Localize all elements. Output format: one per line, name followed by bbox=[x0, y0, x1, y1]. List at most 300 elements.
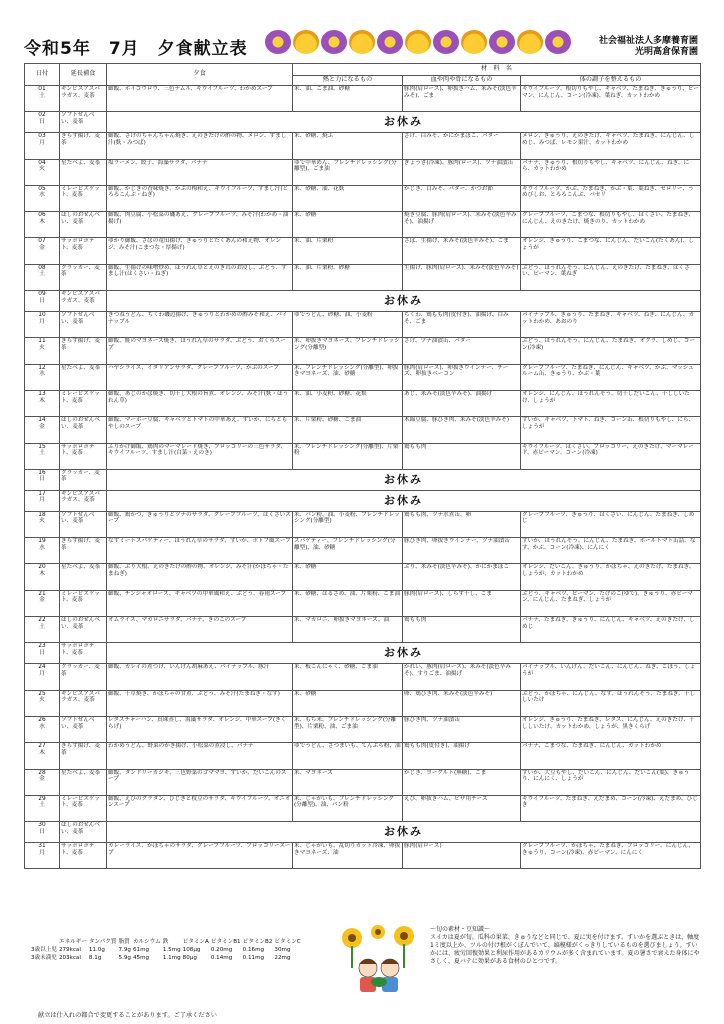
row-energy: 米、油、片栗粉 bbox=[293, 238, 403, 264]
row-body: ぶり、米みそ(淡色辛みそ)、かにかまぼこ bbox=[403, 564, 521, 590]
row-condition: キウイフルーツ、かぶ、たまねぎ、かぶ・葉、葉ねぎ、セロリー、うめびしお、とろろこんぶ、パセリ bbox=[521, 185, 701, 211]
weekday: 火 bbox=[39, 697, 45, 704]
nutrition-header-cell: ビタミンC bbox=[274, 939, 301, 945]
row-date bbox=[25, 538, 60, 564]
nutrition-value: 5.9g bbox=[118, 955, 131, 961]
row-date bbox=[25, 843, 60, 869]
nutrition-value: 7.9g bbox=[118, 947, 131, 953]
day-number: 18 bbox=[38, 511, 46, 518]
menu-rows bbox=[25, 86, 701, 869]
row-condition: ぶどう、かぼちゃ、にんじん、なす、ほうれんそう、たまねぎ、干ししいたけ bbox=[521, 690, 701, 716]
table-row bbox=[25, 312, 701, 338]
row-snack: きらず揚げ、麦茶 bbox=[60, 743, 107, 769]
row-condition: オレンジ、きゅうり、たまねぎ、レタス、にんじん、えのきたけ、干ししいたけ、カットわかめ、しょうが、黒きくらげ bbox=[521, 716, 701, 742]
seasonal-note-text: スイカは夏が旬。瓜科の果菜、きゅうなどと同じで、夏に実を付けます。すいかを選ぶときは、軸度1ミ度以上か、ツルの付け根がくぼんでいて、縞模様がくっきりしているものを選びましょう。すいかには、疲労回復効果と利尿作用があるカリウムが多く含まれています。夏の暑さで衰えた身体にやさしく、夏バテに効果がある食材のひとつです。 bbox=[430, 934, 700, 965]
holiday-label: お休み bbox=[107, 112, 701, 133]
row-snack: ミレービスケット、麦茶 bbox=[60, 390, 107, 416]
weekday: 火 bbox=[39, 344, 45, 351]
nutrition-value: 22mg bbox=[274, 955, 291, 961]
row-energy: 米、砂糖、はるさめ、油、片栗粉、ごま油 bbox=[293, 590, 403, 616]
row-date bbox=[25, 690, 60, 716]
row-snack: ソフトせんべい、麦茶 bbox=[60, 716, 107, 742]
row-menu: ふりかけ御飯、鶏肉のマーマレード焼き、ブロッコリーの三色サラダ、キウイフルーツ、すまし汁(白菜・えのき) bbox=[107, 443, 293, 469]
row-condition: メロン、きゅうり、えのきたけ、キャベツ、たまねぎ、にんじん、しめじ、みつば、レモン果汁、カットわかめ bbox=[521, 133, 701, 159]
row-snack: きらず揚げ、麦茶 bbox=[60, 338, 107, 364]
row-snack: ギンビスアスパラガス、麦茶 bbox=[60, 86, 107, 112]
row-date bbox=[25, 590, 60, 616]
nutrition-value: 108μg bbox=[182, 947, 201, 953]
row-snack: 星たべよ、麦茶 bbox=[60, 769, 107, 795]
row-energy: 米、フレンチドレッシング(分離型)、卵抜きマヨネーズ、油、砂糖 bbox=[293, 364, 403, 390]
table-row bbox=[25, 86, 701, 112]
day-number: 19 bbox=[38, 538, 46, 545]
flower-icon bbox=[321, 30, 347, 54]
row-condition: グレープフルーツ、たまねぎ、にんじん、キャベツ、かぶ、マッシュルーム缶、きゅうり、かぶ・葉 bbox=[521, 364, 701, 390]
row-body: さけ、ツナ油漬缶、バター bbox=[403, 338, 521, 364]
children-sunflower-illustration bbox=[338, 924, 420, 994]
nutrition-value: 45mg bbox=[132, 955, 150, 961]
row-condition: ぶどう、ほうれんそう、にんじん、えのきたけ、たまねぎ、はくさい、ピーマン、葉ねぎ bbox=[521, 264, 701, 290]
table-row bbox=[25, 338, 701, 364]
col-energy: 熱と力になるもの bbox=[293, 76, 403, 86]
day-number: 11 bbox=[38, 338, 46, 345]
row-energy: 米、マカロニ、卵抜きマヨネーズ、油 bbox=[293, 617, 403, 643]
row-snack: 星たべよ、麦茶 bbox=[60, 364, 107, 390]
row-energy: 米、マヨネーズ bbox=[293, 769, 403, 795]
weekday: 土 bbox=[39, 802, 45, 809]
col-body: 血や肉や骨になるもの bbox=[403, 76, 521, 86]
row-snack: ギンビスアスパラガス、麦茶 bbox=[60, 291, 107, 312]
row-condition: すいか、ほうれんそう、にんじん、たまねぎ、ホールトマト缶詰、なす、かぶ、コーン(冷凍)、にんにく bbox=[521, 538, 701, 564]
day-number: 26 bbox=[38, 716, 46, 723]
row-snack: クラッカー、麦茶 bbox=[60, 664, 107, 690]
table-row bbox=[25, 364, 701, 390]
row-energy: 米、卵抜きマヨネーズ、フレンチドレッシング(分離型) bbox=[293, 338, 403, 364]
holiday-label: お休み bbox=[107, 643, 701, 664]
row-condition: グレープフルーツ、こまつな、根切りもやし、はくさい、たまねぎ、にんじん、えのきたけ、焼きのり、カットわかめ bbox=[521, 212, 701, 238]
row-snack: サッポロポテト、麦茶 bbox=[60, 443, 107, 469]
row-body: 豚肉(肩ロース)、卵抜きウインナー、チーズ、卵抜きベーコン bbox=[403, 364, 521, 390]
row-energy: 米、片栗粉、砂糖、ごま油 bbox=[293, 417, 403, 443]
row-condition: すいか、キャベツ、トマト、ねぎ、コーン缶、根切りもやし、にら、しょうが bbox=[521, 417, 701, 443]
weekday: 木 bbox=[39, 218, 45, 225]
row-menu: わかめうどん、野菜のかき揚げ、小松菜の煮浸し、バナナ bbox=[107, 743, 293, 769]
row-snack: ミレービスケット、麦茶 bbox=[60, 590, 107, 616]
weekday: 月 bbox=[39, 497, 45, 504]
row-menu: 御飯、千草焼き、かぼちゃの甘煮、ぶどう、みそ汁(たまねぎ・なす) bbox=[107, 690, 293, 716]
row-energy: スパゲティー、フレンチドレッシング(分離型)、油、砂糖 bbox=[293, 538, 403, 564]
row-energy: 米、砂糖 bbox=[293, 212, 403, 238]
row-body: 鶏もも肉(皮付き)、油揚げ bbox=[403, 743, 521, 769]
day-number: 22 bbox=[38, 617, 46, 624]
weekday: 水 bbox=[39, 544, 45, 551]
table-row bbox=[25, 490, 701, 511]
row-menu: 御飯、タンドリーカジキ、三色野菜のゴママヨ、すいか、だいこんのスープ bbox=[107, 769, 293, 795]
flower-icon bbox=[377, 30, 403, 54]
day-number: 27 bbox=[38, 743, 46, 750]
table-row bbox=[25, 538, 701, 564]
col-ingredients: 材 料 名 bbox=[293, 64, 701, 76]
row-energy: ゆで中華めん、フレンチドレッシング(分離型)、ごま油 bbox=[293, 159, 403, 185]
table-row bbox=[25, 617, 701, 643]
row-condition: オレンジ、だいこん、きゅうり、かぼちゃ、えのきたけ、たまねぎ、しょうが、カットわかめ bbox=[521, 564, 701, 590]
row-condition: ぶどう、キャベツ、ピーマン、たけのこ(ゆで)、きゅうり、赤ピーマン、にんじん、たまねぎ、しょうが bbox=[521, 590, 701, 616]
day-number: 28 bbox=[38, 769, 46, 776]
row-body: 焼き豆腐、豚肉(肩ロース)、米みそ(淡色辛みそ)、油揚げ bbox=[403, 212, 521, 238]
row-body: 鶏もも肉 bbox=[403, 617, 521, 643]
nutrition-header-cell: カルシウム bbox=[132, 939, 161, 945]
chick-icon bbox=[461, 30, 487, 54]
table-row bbox=[25, 822, 701, 843]
day-number: 10 bbox=[38, 312, 46, 319]
day-number: 09 bbox=[38, 291, 46, 298]
day-number: 05 bbox=[38, 185, 46, 192]
row-body: 生揚げ、豚肉(肩ロース)、米みそ(淡色辛みそ) bbox=[403, 264, 521, 290]
weekday: 木 bbox=[39, 571, 45, 578]
row-date bbox=[25, 795, 60, 821]
row-body: 豚肉(肩ロース) bbox=[403, 843, 521, 869]
row-date bbox=[25, 564, 60, 590]
day-number: 14 bbox=[38, 417, 46, 424]
row-energy: 米、もち米、フレンチドレッシング(分離型)、片栗粉、油、ごま油 bbox=[293, 716, 403, 742]
holiday-label: お休み bbox=[107, 469, 701, 490]
weekday: 土 bbox=[39, 92, 45, 99]
row-energy: ゆでうどん、砂糖、油、小麦粉 bbox=[293, 312, 403, 338]
weekday: 木 bbox=[39, 397, 45, 404]
row-menu: 御飯、生揚げの味噌炒め、ほうれん草とえのき茸のお浸し、ぶどう、すまし汁(はくさい・ねぎ) bbox=[107, 264, 293, 290]
table-row bbox=[25, 159, 701, 185]
row-menu: 御飯、ホイコウロウ、三色ナムル、キウイフルーツ、わかめスープ bbox=[107, 86, 293, 112]
row-condition: バナナ、こまつな、たまねぎ、にんじん、カットわかめ bbox=[521, 743, 701, 769]
row-snack: ほしのおせんべい、麦茶 bbox=[60, 617, 107, 643]
row-menu: 御飯、さけのちゃんちゃん焼き、えのきたけの酢の物、メロン、すまし汁(麩・みつば) bbox=[107, 133, 293, 159]
weekday: 水 bbox=[39, 723, 45, 730]
row-body: 豚ひき肉、ツナ油漬缶 bbox=[403, 716, 521, 742]
table-row bbox=[25, 769, 701, 795]
nutrition-header-cell: 脂質 bbox=[118, 939, 130, 945]
page-header bbox=[0, 0, 724, 64]
table-row bbox=[25, 590, 701, 616]
table-row bbox=[25, 185, 701, 211]
holiday-label: お休み bbox=[107, 291, 701, 312]
row-snack: ほしのおせんべい、麦茶 bbox=[60, 417, 107, 443]
row-date bbox=[25, 417, 60, 443]
weekday: 水 bbox=[39, 371, 45, 378]
row-date bbox=[25, 716, 60, 742]
row-date bbox=[25, 238, 60, 264]
nutrition-value: 203kcal bbox=[58, 955, 81, 961]
holiday-label: お休み bbox=[107, 490, 701, 511]
nutrition-header-cell: ビタミンB1 bbox=[210, 939, 241, 945]
row-body: 豚ひき肉、卵抜きウインナー、ツナ油漬缶 bbox=[403, 538, 521, 564]
table-row bbox=[25, 843, 701, 869]
weekday: 月 bbox=[39, 318, 45, 325]
day-number: 06 bbox=[38, 212, 46, 219]
row-date bbox=[25, 390, 60, 416]
table-row bbox=[25, 664, 701, 690]
nutrition-value: 0.16mg bbox=[242, 947, 265, 953]
row-menu: ゆかり御飯、さばの竜田揚げ、きゅうりとたくあんの和え物、オレンジ、みそ汁(こまつな・厚揚げ) bbox=[107, 238, 293, 264]
nutrition-value: 0.20mg bbox=[210, 947, 233, 953]
table-row bbox=[25, 112, 701, 133]
row-date bbox=[25, 769, 60, 795]
weekday: 金 bbox=[39, 245, 45, 252]
day-number: 02 bbox=[38, 112, 46, 119]
row-menu: オムライス、マカロニサラダ、バナナ、きのこのスープ bbox=[107, 617, 293, 643]
row-date bbox=[25, 490, 60, 511]
row-snack: サッポロポテト、麦茶 bbox=[60, 843, 107, 869]
col-condition: 体の調子を整えるもの bbox=[521, 76, 701, 86]
row-menu: 御飯、肉豆腐、小松菜の磯あえ、グレープフルーツ、みそ汁(わかめ・油揚げ) bbox=[107, 212, 293, 238]
table-row bbox=[25, 469, 701, 490]
row-snack: サッポロポテト、麦茶 bbox=[60, 238, 107, 264]
row-condition: バナナ、たまねぎ、きゅうり、にんじん、キャベツ、えのきたけ、しめじ bbox=[521, 617, 701, 643]
row-menu: 御飯、ぶり大根、えのきたけの酢の物、オレンジ、みそ汁(かぼちゃ・たまねぎ) bbox=[107, 564, 293, 590]
row-condition: キウイフルーツ、はくさい、ブロッコリー、えのきたけ、マーマレード、赤ピーマン、コーン(冷凍) bbox=[521, 443, 701, 469]
row-snack: きらず揚げ、麦茶 bbox=[60, 133, 107, 159]
weekday: 金 bbox=[39, 423, 45, 430]
row-energy: 米、砂糖、油、花麩 bbox=[293, 185, 403, 211]
row-date bbox=[25, 133, 60, 159]
row-energy: 米、油、ごま油、砂糖 bbox=[293, 86, 403, 112]
flower-icon bbox=[545, 30, 571, 54]
table-row bbox=[25, 690, 701, 716]
decoration-illustrations bbox=[265, 30, 575, 56]
row-snack: クラッカー、麦茶 bbox=[60, 469, 107, 490]
footer-note: 献立は仕入れの都合で変更することがあります。ご了承ください bbox=[38, 1012, 217, 1019]
nutrition-row bbox=[30, 946, 302, 954]
weekday: 月 bbox=[39, 670, 45, 677]
weekday: 土 bbox=[39, 271, 45, 278]
col-snack: 延長補食 bbox=[60, 64, 107, 86]
day-number: 29 bbox=[38, 795, 46, 802]
table-row bbox=[25, 133, 701, 159]
row-date bbox=[25, 159, 60, 185]
chick-icon bbox=[349, 30, 375, 54]
day-number: 13 bbox=[38, 390, 46, 397]
row-snack: 星たべよ、麦茶 bbox=[60, 564, 107, 590]
day-number: 16 bbox=[38, 469, 46, 476]
row-condition: キウイフルーツ、根切りもやし、キャベツ、たまねぎ、きゅうり、ピーマン、にんじん、コーン(冷凍)、葉ねぎ、カットわかめ bbox=[521, 86, 701, 112]
weekday: 火 bbox=[39, 518, 45, 525]
day-number: 03 bbox=[38, 133, 46, 140]
row-date bbox=[25, 743, 60, 769]
row-energy: 米、砂糖、焼ふ bbox=[293, 133, 403, 159]
weekday: 日 bbox=[39, 118, 45, 125]
row-condition: グレープフルーツ、かぼちゃ、たまねぎ、ブロッコリー、にんじん、きゅうり、コーン(冷凍)、赤ピーマン、にんにく bbox=[521, 843, 701, 869]
nutrition-header-cell: エネルギー bbox=[58, 939, 87, 945]
menu-table bbox=[24, 63, 701, 869]
day-number: 20 bbox=[38, 564, 46, 571]
row-body: あじ、米みそ(淡色辛みそ)、油揚げ bbox=[403, 390, 521, 416]
weekday: 日 bbox=[39, 297, 45, 304]
weekday: 日 bbox=[39, 476, 45, 483]
chick-icon bbox=[293, 30, 319, 54]
row-date bbox=[25, 643, 60, 664]
row-date bbox=[25, 338, 60, 364]
day-number: 01 bbox=[38, 86, 46, 92]
day-number: 30 bbox=[38, 822, 46, 829]
day-number: 15 bbox=[38, 443, 46, 450]
row-menu: 御飯、チンジャオロース、キャベツの中華風和え、ぶどう、春雨スープ bbox=[107, 590, 293, 616]
row-body: かじき、白みそ、バター、かつお節 bbox=[403, 185, 521, 211]
col-menu: 夕食 bbox=[107, 64, 293, 86]
nutrition-row-label: 3歳以上児 bbox=[31, 947, 57, 953]
row-energy: 米、油、片栗粉、砂糖 bbox=[293, 264, 403, 290]
weekday: 月 bbox=[39, 139, 45, 146]
row-menu: ハヤシライス、イタリアンサラダ、グレープフルーツ、かぶのスープ bbox=[107, 364, 293, 390]
seasonal-note bbox=[430, 926, 700, 966]
nutrition-header-cell: ビタミンA bbox=[182, 939, 209, 945]
row-body: かじき、ヨーグルト(無糖)、ごま bbox=[403, 769, 521, 795]
row-energy: 米、砂糖 bbox=[293, 564, 403, 590]
row-menu: 御飯、かじきの香味焼き、かぶの梅和え、キウイフルーツ、すまし汁(とろろこんぶ・ねぎ) bbox=[107, 185, 293, 211]
row-condition: パイナップル、いんげん、だいこん、にんじん、ねぎ、ごぼう、しょうが bbox=[521, 664, 701, 690]
day-number: 24 bbox=[38, 664, 46, 671]
weekday: 水 bbox=[39, 192, 45, 199]
table-row bbox=[25, 443, 701, 469]
row-snack: ソフトせんべい、麦茶 bbox=[60, 112, 107, 133]
day-number: 31 bbox=[38, 843, 46, 850]
nutrition-table bbox=[30, 938, 302, 962]
row-menu: レタスチャーハン、真珠蒸し、海藻サラダ、オレンジ、中華スープ(きくらげ) bbox=[107, 716, 293, 742]
row-menu: 御飯、えびのグラタン、ひじきと枝豆のサラダ、キウイフルーツ、オニオンスープ bbox=[107, 795, 293, 821]
table-row bbox=[25, 417, 701, 443]
row-date bbox=[25, 617, 60, 643]
row-snack: きらず揚げ、麦茶 bbox=[60, 538, 107, 564]
row-snack: ギンビスアスパラガス、麦茶 bbox=[60, 690, 107, 716]
col-day: 日付 bbox=[25, 64, 60, 86]
row-date bbox=[25, 364, 60, 390]
row-menu: 御飯、マーボー豆腐、キャベツとトマトの中華あえ、すいか、にらともやしのスープ bbox=[107, 417, 293, 443]
row-date bbox=[25, 185, 60, 211]
row-snack: ソフトせんべい、麦茶 bbox=[60, 511, 107, 537]
table-row bbox=[25, 743, 701, 769]
row-date bbox=[25, 112, 60, 133]
row-menu: 御飯、カレイの煮つけ、いんげん胡麻あえ、パイナップル、豚汁 bbox=[107, 664, 293, 690]
row-condition: バナナ、きゅうり、根切りもやし、キャベツ、にんじん、ねぎ、にら、カットわかめ bbox=[521, 159, 701, 185]
row-body: 卵、鶏ひき肉、米みそ(淡色辛みそ) bbox=[403, 690, 521, 716]
row-date bbox=[25, 664, 60, 690]
row-energy: ゆでうどん、さつまいも、てんぷら粉、油 bbox=[293, 743, 403, 769]
row-date bbox=[25, 443, 60, 469]
nutrition-header-cell: タンパク質 bbox=[88, 939, 117, 945]
page-title: 令和5年 7月 夕食献立表 bbox=[24, 39, 248, 59]
row-snack: 星たべよ、麦茶 bbox=[60, 159, 107, 185]
nutrition-row bbox=[30, 954, 302, 962]
table-row bbox=[25, 291, 701, 312]
row-snack: クラッカー、麦茶 bbox=[60, 264, 107, 290]
row-condition: キウイフルーツ、たまねぎ、えだまめ、コーン(冷凍)、えだまめ、ひじき bbox=[521, 795, 701, 821]
row-energy: 米、板こんにゃく、砂糖、ごま油 bbox=[293, 664, 403, 690]
row-body: かれい、豚肉(肩ロース)、米みそ(淡色辛みそ)、すりごま、油揚げ bbox=[403, 664, 521, 690]
row-body: 鶏もも肉、ツナ水煮缶、卵 bbox=[403, 511, 521, 537]
row-condition: オレンジ、にんじん、ほうれんそう、切干しだいこん、干ししいたけ、しょうが bbox=[521, 390, 701, 416]
weekday: 土 bbox=[39, 623, 45, 630]
flower-icon bbox=[433, 30, 459, 54]
row-snack: ソフトせんべい、麦茶 bbox=[60, 312, 107, 338]
row-date bbox=[25, 86, 60, 112]
row-date bbox=[25, 312, 60, 338]
table-row bbox=[25, 643, 701, 664]
row-condition: グレープフルーツ、きゅうり、はくさい、にんじん、たまねぎ、しめじ bbox=[521, 511, 701, 537]
nutrition-value: 11.0g bbox=[88, 947, 105, 953]
row-body: さば、生揚げ、米みそ(淡色辛みそ)、ごま bbox=[403, 238, 521, 264]
row-date bbox=[25, 264, 60, 290]
table-row bbox=[25, 564, 701, 590]
row-date bbox=[25, 511, 60, 537]
row-snack: ミレービスケット、麦茶 bbox=[60, 185, 107, 211]
row-menu: きつねうどん、ちくわ磯辺揚げ、きゅうりとわかめの酢みそ和え、パイナップル bbox=[107, 312, 293, 338]
row-body: さけ、白みそ、かにかまぼこ、バター bbox=[403, 133, 521, 159]
nutrition-value: 0.11mg bbox=[242, 955, 265, 961]
chick-icon bbox=[517, 30, 543, 54]
nutrition-value: 61mg bbox=[132, 947, 150, 953]
day-number: 08 bbox=[38, 264, 46, 271]
row-menu: 御飯、あじのかば焼き、切干し大根の旨煮、オレンジ、みそ汁(麩・ほうれん草) bbox=[107, 390, 293, 416]
table-row bbox=[25, 238, 701, 264]
table-row bbox=[25, 795, 701, 821]
nutrition-row-label: 3歳未満児 bbox=[31, 955, 57, 961]
row-body: 豚肉(肩ロース)、しらす干し、ごま bbox=[403, 590, 521, 616]
nutrition-header-cell: ビタミンB2 bbox=[242, 939, 273, 945]
weekday: 金 bbox=[39, 776, 45, 783]
row-menu: なすミートスパゲティー、ほうれん草のサラダ、すいか、ポトフ風スープ bbox=[107, 538, 293, 564]
row-energy: 米、パン粉、油、小麦粉、フレンチドレッシング(分離型) bbox=[293, 511, 403, 537]
row-snack: サッポロポテト、麦茶 bbox=[60, 643, 107, 664]
row-condition: ぶどう、ほうれんそう、にんじん、たまねぎ、オクラ、しめじ、コーン(冷凍) bbox=[521, 338, 701, 364]
row-body: 豚肉(肩ロース)、卵抜きハム、米みそ(淡色辛みそ)、ごま bbox=[403, 86, 521, 112]
nutrition-head bbox=[30, 938, 302, 946]
weekday: 日 bbox=[39, 828, 45, 835]
flower-icon bbox=[489, 30, 515, 54]
row-energy: 米、フレンチドレッシング(分離型)、片栗粉 bbox=[293, 443, 403, 469]
chick-icon bbox=[405, 30, 431, 54]
nutrition-value: 1.5mg bbox=[162, 947, 181, 953]
row-condition: すいか、大豆もやし、だいこん、にんじん、だいこん(葉)、きゅうり、にんにく、しょうが bbox=[521, 769, 701, 795]
flower-icon bbox=[265, 30, 291, 54]
row-date bbox=[25, 291, 60, 312]
weekday: 金 bbox=[39, 597, 45, 604]
day-number: 12 bbox=[38, 364, 46, 371]
nutrition-value: 8.1g bbox=[88, 955, 102, 961]
weekday: 日 bbox=[39, 649, 45, 656]
row-date bbox=[25, 469, 60, 490]
nutrition-value: 80μg bbox=[182, 955, 197, 961]
organization-name bbox=[599, 36, 698, 58]
weekday: 火 bbox=[39, 166, 45, 173]
row-menu: 御飯、鶏かつ、きゅうりとツナのサラダ、グレープフルーツ、はくさいスープ bbox=[107, 511, 293, 537]
row-menu: カレーライス、かぼちゃのサラダ、グレープフルーツ、ブロッコリースープ bbox=[107, 843, 293, 869]
row-menu: 御飯、鮭のマヨネーズ焼き、ほうれん草のサラダ、ぶどう、おくらスープ bbox=[107, 338, 293, 364]
table-row bbox=[25, 264, 701, 290]
day-number: 23 bbox=[38, 643, 46, 650]
day-number: 07 bbox=[38, 238, 46, 245]
row-energy: 米、油、小麦粉、砂糖、花麩 bbox=[293, 390, 403, 416]
table-row bbox=[25, 390, 701, 416]
nutrition-value: 0.14mg bbox=[210, 955, 233, 961]
row-snack: ギンビスアスパラガス、麦茶 bbox=[60, 490, 107, 511]
org-line2: 光明高倉保育園 bbox=[634, 47, 698, 57]
row-date bbox=[25, 212, 60, 238]
row-snack: ほしのおせんべい、麦茶 bbox=[60, 212, 107, 238]
row-body: 鶏もも肉 bbox=[403, 443, 521, 469]
day-number: 25 bbox=[38, 690, 46, 697]
row-body: ちくわ、鶏もも肉(皮付き)、油揚げ、白みそ、ごま bbox=[403, 312, 521, 338]
row-condition: パイナップル、きゅうり、たまねぎ、キャベツ、ねぎ、にんじん、カットわかめ、あおのり bbox=[521, 312, 701, 338]
row-menu: 塩ラーメン、餃子、海藻サラダ、バナナ bbox=[107, 159, 293, 185]
row-energy: 米、じゃがいも、フレンチドレッシング(分離型)、油、パン粉 bbox=[293, 795, 403, 821]
